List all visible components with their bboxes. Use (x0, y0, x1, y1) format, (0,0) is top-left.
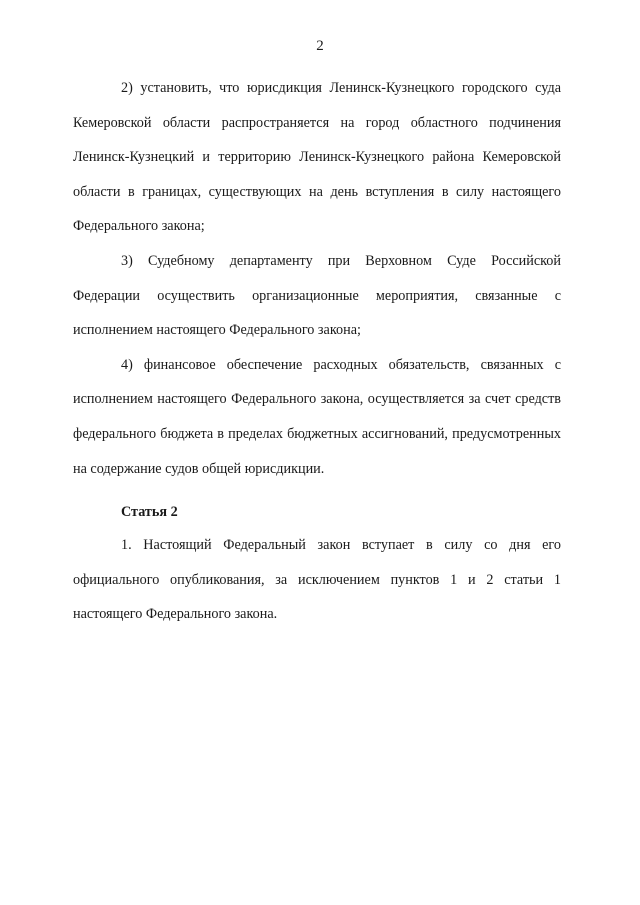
article-heading: Статья 2 (121, 504, 178, 521)
paragraph-item-2: 2) установить, что юрисдикция Ленинск-Кузнецкого городского суда Кемеровской области распространяется на город областного подчинения Ленинск-Кузнецкий и территорию Ленинск-Кузнецкого района Кемеровской области в границах, существующих на день вступления в силу настоящего Федерального закона; (73, 80, 561, 235)
paragraph-item-4: 4) финансовое обеспечение расходных обязательств, связанных с исполнением настоящего Федерального закона, осуществляется за счет средств федерального бюджета в пределах бюджетных ассигнований, предусмотренных на содержание судов общей юрисдикции. (73, 356, 561, 477)
page-number: 2 (316, 38, 324, 54)
paragraph-item-3: 3) Судебному департаменту при Верховном Суде Российской Федерации осуществить организационные мероприятия, связанные с исполнением настоящего Федерального закона; (73, 252, 561, 339)
document-body (73, 71, 561, 632)
article-paragraph-1: 1. Настоящий Федеральный закон вступает в силу со дня его официального опубликования, за исключением пунктов 1 и 2 статьи 1 настоящего Федерального закона. (73, 537, 561, 623)
